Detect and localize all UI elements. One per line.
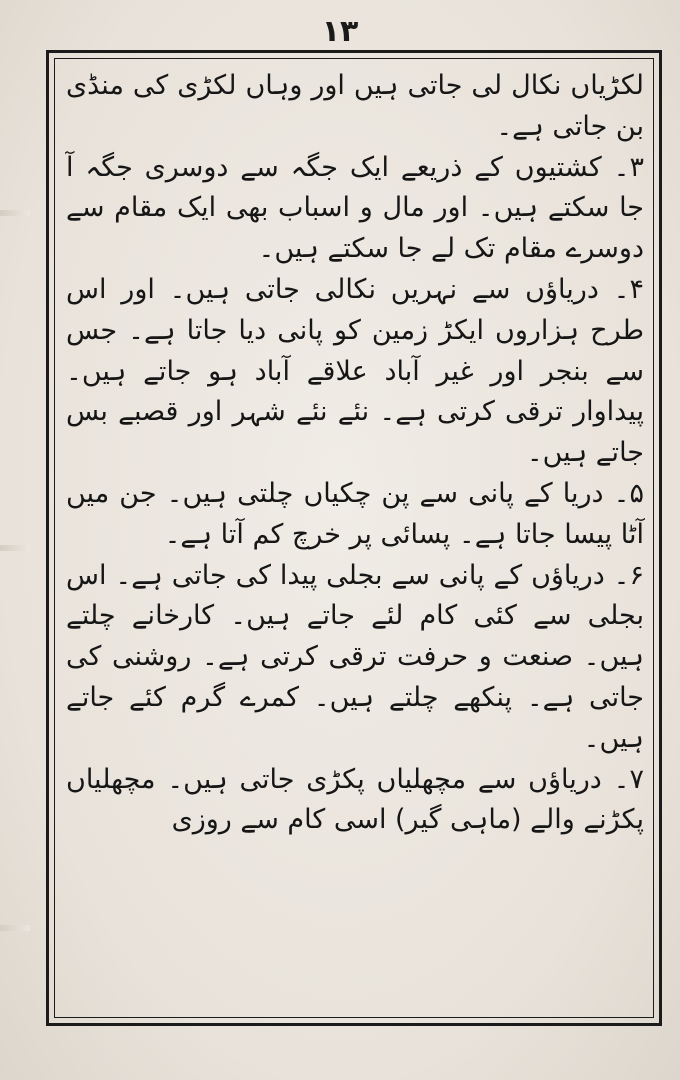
paragraph-point-3: ۳۔ کشتیوں کے ذریعے ایک جگہ سے دوسری جگہ آ جا سکتے ہیں۔ اور مال و اسباب بھی ایک مقام سے دوسرے مقام تک لے جا سکتے ہیں۔ [66,151,644,265]
paragraph-point-6: ۶۔ دریاؤں کے پانی سے بجلی پیدا کی جاتی ہے۔ اس بجلی سے کئی کام لئے جاتے ہیں۔ کارخانے چلتے ہیں۔ صنعت و حرفت ترقی کرتی ہے۔ روشنی کی جاتی ہے۔ پنکھے چلتے ہیں۔ کمرے گرم کئے جاتے ہیں۔ [66,559,644,754]
page-crease [0,545,30,551]
page-crease [0,210,30,216]
page-number: ۱۳ [321,14,359,49]
paragraph-continuation: لکڑیاں نکال لی جاتی ہیں اور وہاں لکڑی کی منڈی بن جاتی ہے۔ [66,70,644,142]
paragraph-point-7: ۷۔ دریاؤں سے مچھلیاں پکڑی جاتی ہیں۔ مچھلیاں پکڑنے والے (ماہی گیر) اسی کام سے روزی [66,763,644,836]
paragraph-point-5: ۵۔ دریا کے پانی سے پن چکیاں چلتی ہیں۔ جن میں آٹا پیسا جاتا ہے۔ پسائی پر خرچ کم آتا ہے۔ [66,477,644,550]
page-text [66,66,644,1014]
paragraph-point-4: ۴۔ دریاؤں سے نہریں نکالی جاتی ہیں۔ اور اس طرح ہزاروں ایکڑ زمین کو پانی دیا جاتا ہے۔ جس سے بنجر اور غیر آباد علاقے آباد ہو جاتے ہیں۔ پیداوار ترقی کرتی ہے۔ نئے نئے شہر اور قصبے بس جاتے ہیں۔ [66,273,644,469]
page-crease [0,925,30,931]
